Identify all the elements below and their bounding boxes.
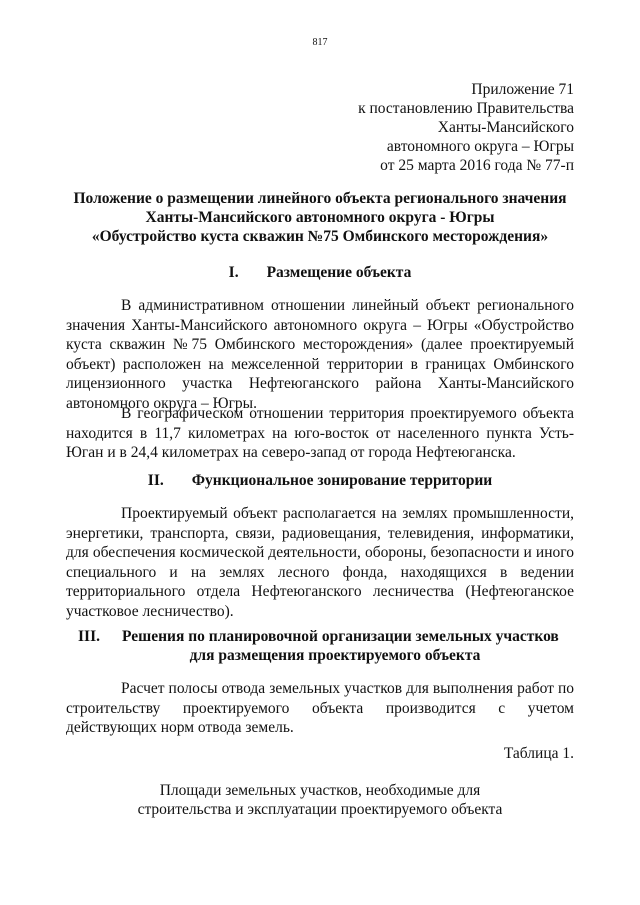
appendix-line: к постановлению Правительства [358,100,574,117]
section-heading-2 [66,471,574,490]
section-title-line2: для размещения проектируемого объекта [189,647,481,664]
section-heading-3 [66,627,574,665]
page-number: 817 [312,37,328,48]
table-caption [66,781,574,819]
document-title [66,189,574,246]
section-number: I. [228,264,239,281]
table-label: Таблица 1. [503,745,574,762]
document-title-line: «Обустройство куста скважин №75 Омбинского месторождения» [91,228,549,245]
appendix-line: от 25 марта 2016 года № 77-п [380,157,574,174]
paragraph: В географическом отношении территория проектируемого объекта находится в 11,7 километрах на юго-восток от населенного пункта Усть-Юган и в 24,4 километрах на северо-запад от города Нефтеюганска. [66,405,574,461]
table-caption-line: Площади земельных участков, необходимые для [159,782,481,799]
appendix-line: автономного округа – Югры [386,138,574,155]
paragraph: В административном отношении линейный объект регионального значения Ханты-Мансийского автономного округа – Югры «Обустройство куста скважин №75 Омбинского месторождения» (далее проектируемый объект) расположен на межселенной территории в границах Омбинского лицензионного участка Нефтеюганского района Ханты-Мансийского автономного округа – Югры. [66,297,574,412]
document-title-line: Положение о размещении линейного объекта регионального значения [73,190,567,207]
appendix-block [358,80,574,175]
appendix-line: Приложение 71 [471,81,574,98]
appendix-line: Ханты-Мансийского [437,119,574,136]
section-number: II. [147,472,164,489]
section-number: III. [78,628,100,645]
section-title: Размещение объекта [266,264,412,281]
section-title: Решения по планировочной организации земельных участков [122,628,559,645]
section-title: Функциональное зонирование территории [191,472,493,489]
paragraph: Расчет полосы отвода земельных участков для выполнения работ по строительству проектируемого объекта производится с учетом действующих норм отвода земель. [66,680,574,736]
section-heading-1 [66,263,574,282]
document-title-line: Ханты-Мансийского автономного округа - Югры [145,209,495,226]
paragraph: Проектируемый объект располагается на землях промышленности, энергетики, транспорта, связи, радиовещания, телевидения, информатики, для обеспечения космической деятельности, обороны, безопасности и иного специального и на землях лесного фонда, находящихся в ведении территориального отдела Нефтеюганского лесничества (Нефтеюганское участковое лесничество). [66,505,574,620]
table-caption-line: строительства и эксплуатации проектируемого объекта [137,801,503,818]
